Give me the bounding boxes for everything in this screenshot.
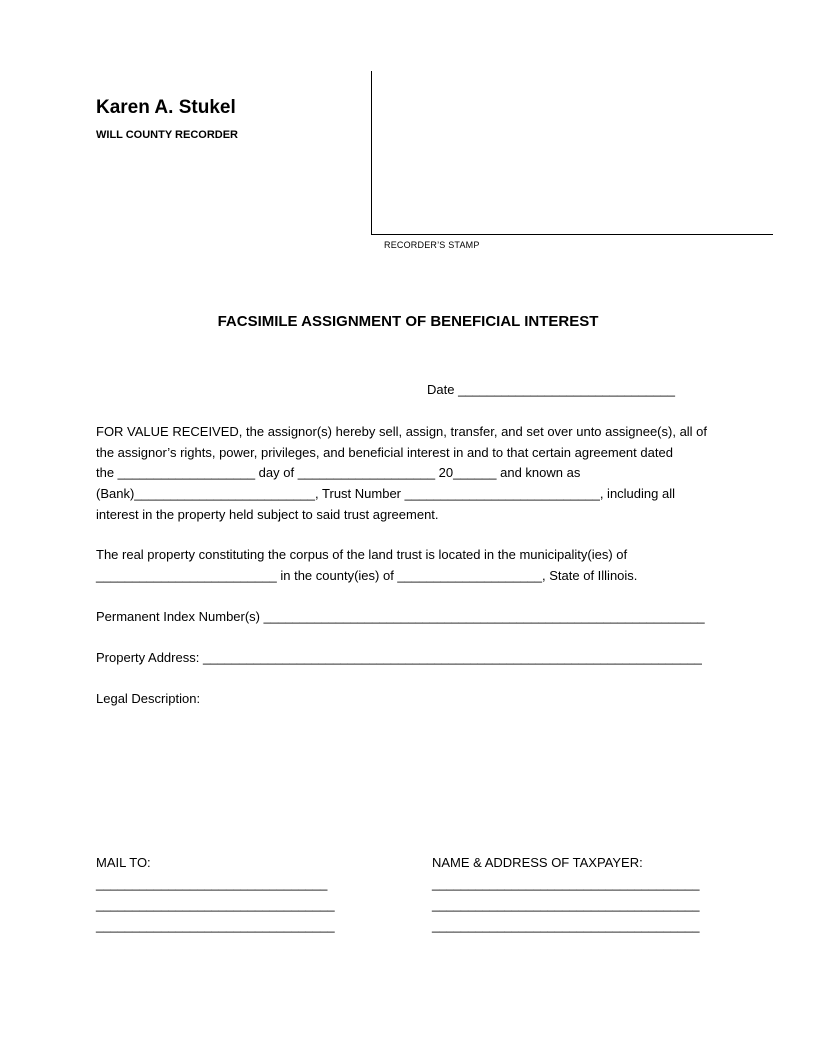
stamp-box-vertical-line — [371, 71, 372, 235]
stamp-box-horizontal-line — [371, 234, 773, 235]
legal-description-label: Legal Description: — [96, 691, 201, 706]
recorder-name: Karen A. Stukel — [96, 97, 236, 118]
property-address-line: Property Address: _____________________________________________________________________ — [96, 650, 702, 665]
body-line: the assignor’s rights, power, privileges, and beneficial interest in and to that certain agreement dated — [96, 445, 673, 460]
taxpayer-line: _____________________________________ — [432, 897, 700, 912]
mail-to-label: MAIL TO: — [96, 855, 151, 870]
body-line: the ___________________ day of ___________________ 20______ and known as — [96, 465, 581, 480]
taxpayer-label: NAME & ADDRESS OF TAXPAYER: — [432, 855, 643, 870]
recorder-stamp-label: RECORDER’S STAMP — [384, 240, 480, 250]
body-line: interest in the property held subject to said trust agreement. — [96, 507, 439, 522]
mail-to-line: ________________________________ — [96, 876, 328, 891]
recorder-office: WILL COUNTY RECORDER — [96, 129, 238, 141]
body-line: (Bank)_________________________, Trust Number ___________________________, including all — [96, 486, 675, 501]
pin-field-line: Permanent Index Number(s) _____________________________________________________________ — [96, 609, 705, 624]
taxpayer-line: _____________________________________ — [432, 918, 700, 933]
document-title: FACSIMILE ASSIGNMENT OF BENEFICIAL INTEREST — [217, 313, 599, 330]
property-line: _________________________ in the county(ies) of ____________________, State of Illinois. — [96, 568, 638, 583]
body-line: FOR VALUE RECEIVED, the assignor(s) hereby sell, assign, transfer, and set over unto assignee(s), all of — [96, 424, 708, 439]
property-line: The real property constituting the corpus of the land trust is located in the municipality(ies) of — [96, 547, 628, 562]
taxpayer-line: _____________________________________ — [432, 876, 700, 891]
mail-to-line: _________________________________ — [96, 897, 335, 912]
mail-to-line: _________________________________ — [96, 918, 335, 933]
date-field-line: Date ______________________________ — [427, 382, 675, 397]
